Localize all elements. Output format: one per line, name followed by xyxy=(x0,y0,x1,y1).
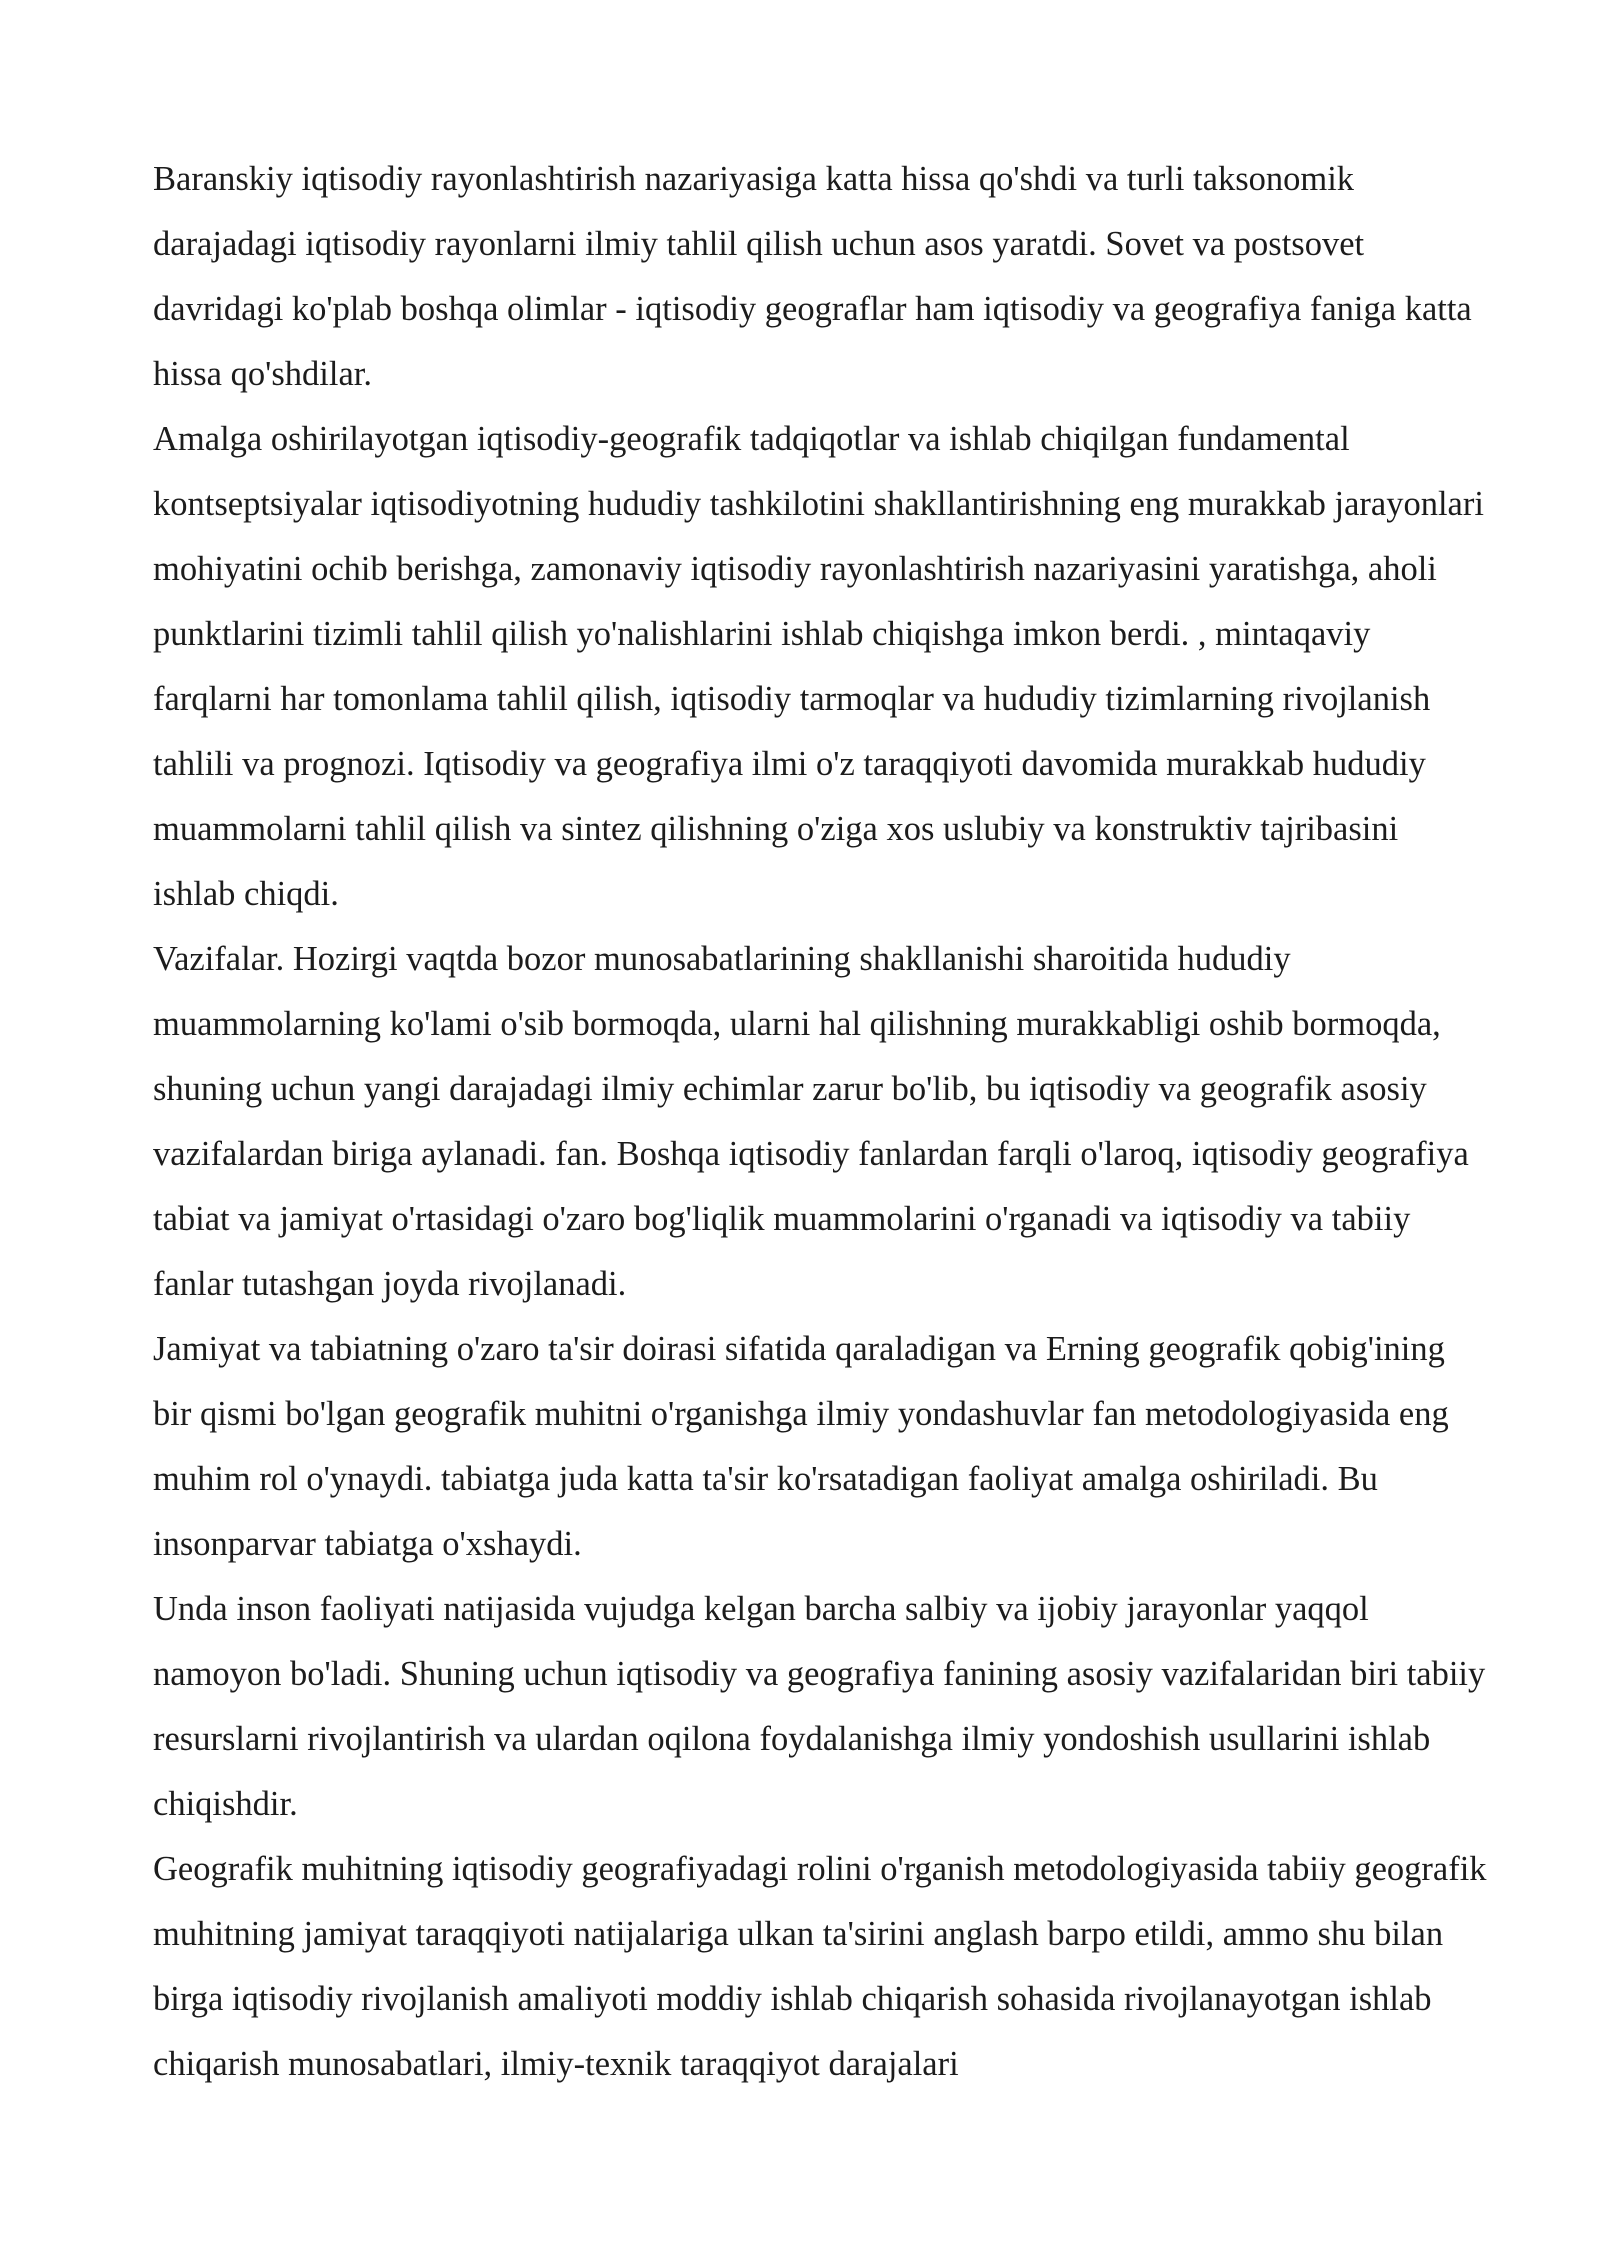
paragraph: Geografik muhitning iqtisodiy geografiyadagi rolini o'rganish metodologiyasida tabiiy geografik muhitning jamiyat taraqqiyoti natijalariga ulkan ta'sirini anglash barpo etildi, ammo shu bilan birga iqtisodiy rivojlanish amaliyoti moddiy ishlab chiqarish sohasida rivojlanayotgan ishlab chiqarish munosabatlari, ilmiy-texnik taraqqiyot darajalari xyxy=(153,1850,1487,2083)
paragraph: Jamiyat va tabiatning o'zaro ta'sir doirasi sifatida qaraladigan va Erning geografik qobig'ining bir qismi bo'lgan geografik muhitni o'rganishga ilmiy yondashuvlar fan metodologiyasida eng muhim rol o'ynaydi. tabiatga juda katta ta'sir ko'rsatadigan faoliyat amalga oshiriladi. Bu insonparvar tabiatga o'xshaydi. xyxy=(153,1330,1449,1563)
paragraph: Unda inson faoliyati natijasida vujudga kelgan barcha salbiy va ijobiy jarayonlar yaqqol namoyon bo'ladi. Shuning uchun iqtisodiy va geografiya fanining asosiy vazifalaridan biri tabiiy resurslarni rivojlantirish va ulardan oqilona foydalanishga ilmiy yondoshish usullarini ishlab chiqishdir. xyxy=(153,1590,1486,1823)
paragraph: Baranskiy iqtisodiy rayonlashtirish nazariyasiga katta hissa qo'shdi va turli taksonomik darajadagi iqtisodiy rayonlarni ilmiy tahlil qilish uchun asos yaratdi. Sovet va postsovet davridagi ko'plab boshqa olimlar - iqtisodiy geograflar ham iqtisodiy va geografiya faniga katta hissa qo'shdilar. xyxy=(153,160,1472,393)
paragraph: Vazifalar. Hozirgi vaqtda bozor munosabatlarining shakllanishi sharoitida hududiy muammolarning ko'lami o'sib bormoqda, ularni hal qilishning murakkabligi oshib bormoqda, shuning uchun yangi darajadagi ilmiy echimlar zarur bo'lib, bu iqtisodiy va geografik asosiy vazifalardan biriga aylanadi. fan. Boshqa iqtisodiy fanlardan farqli o'laroq, iqtisodiy geografiya tabiat va jamiyat o'rtasidagi o'zaro bog'liqlik muammolarini o'rganadi va iqtisodiy va tabiiy fanlar tutashgan joyda rivojlanadi. xyxy=(153,940,1469,1303)
paragraph: Amalga oshirilayotgan iqtisodiy-geografik tadqiqotlar va ishlab chiqilgan fundamental kontseptsiyalar iqtisodiyotning hududiy tashkilotini shakllantirishning eng murakkab jarayonlari mohiyatini ochib berishga, zamonaviy iqtisodiy rayonlashtirish nazariyasini yaratishga, aholi punktlarini tizimli tahlil qilish yo'nalishlarini ishlab chiqishga imkon berdi. , mintaqaviy farqlarni har tomonlama tahlil qilish, iqtisodiy tarmoqlar va hududiy tizimlarning rivojlanish tahlili va prognozi. Iqtisodiy va geografiya ilmi o'z taraqqiyoti davomida murakkab hududiy muammolarni tahlil qilish va sintez qilishning o'ziga xos uslubiy va konstruktiv tajribasini ishlab chiqdi. xyxy=(153,420,1484,913)
document-body xyxy=(153,147,1488,2097)
